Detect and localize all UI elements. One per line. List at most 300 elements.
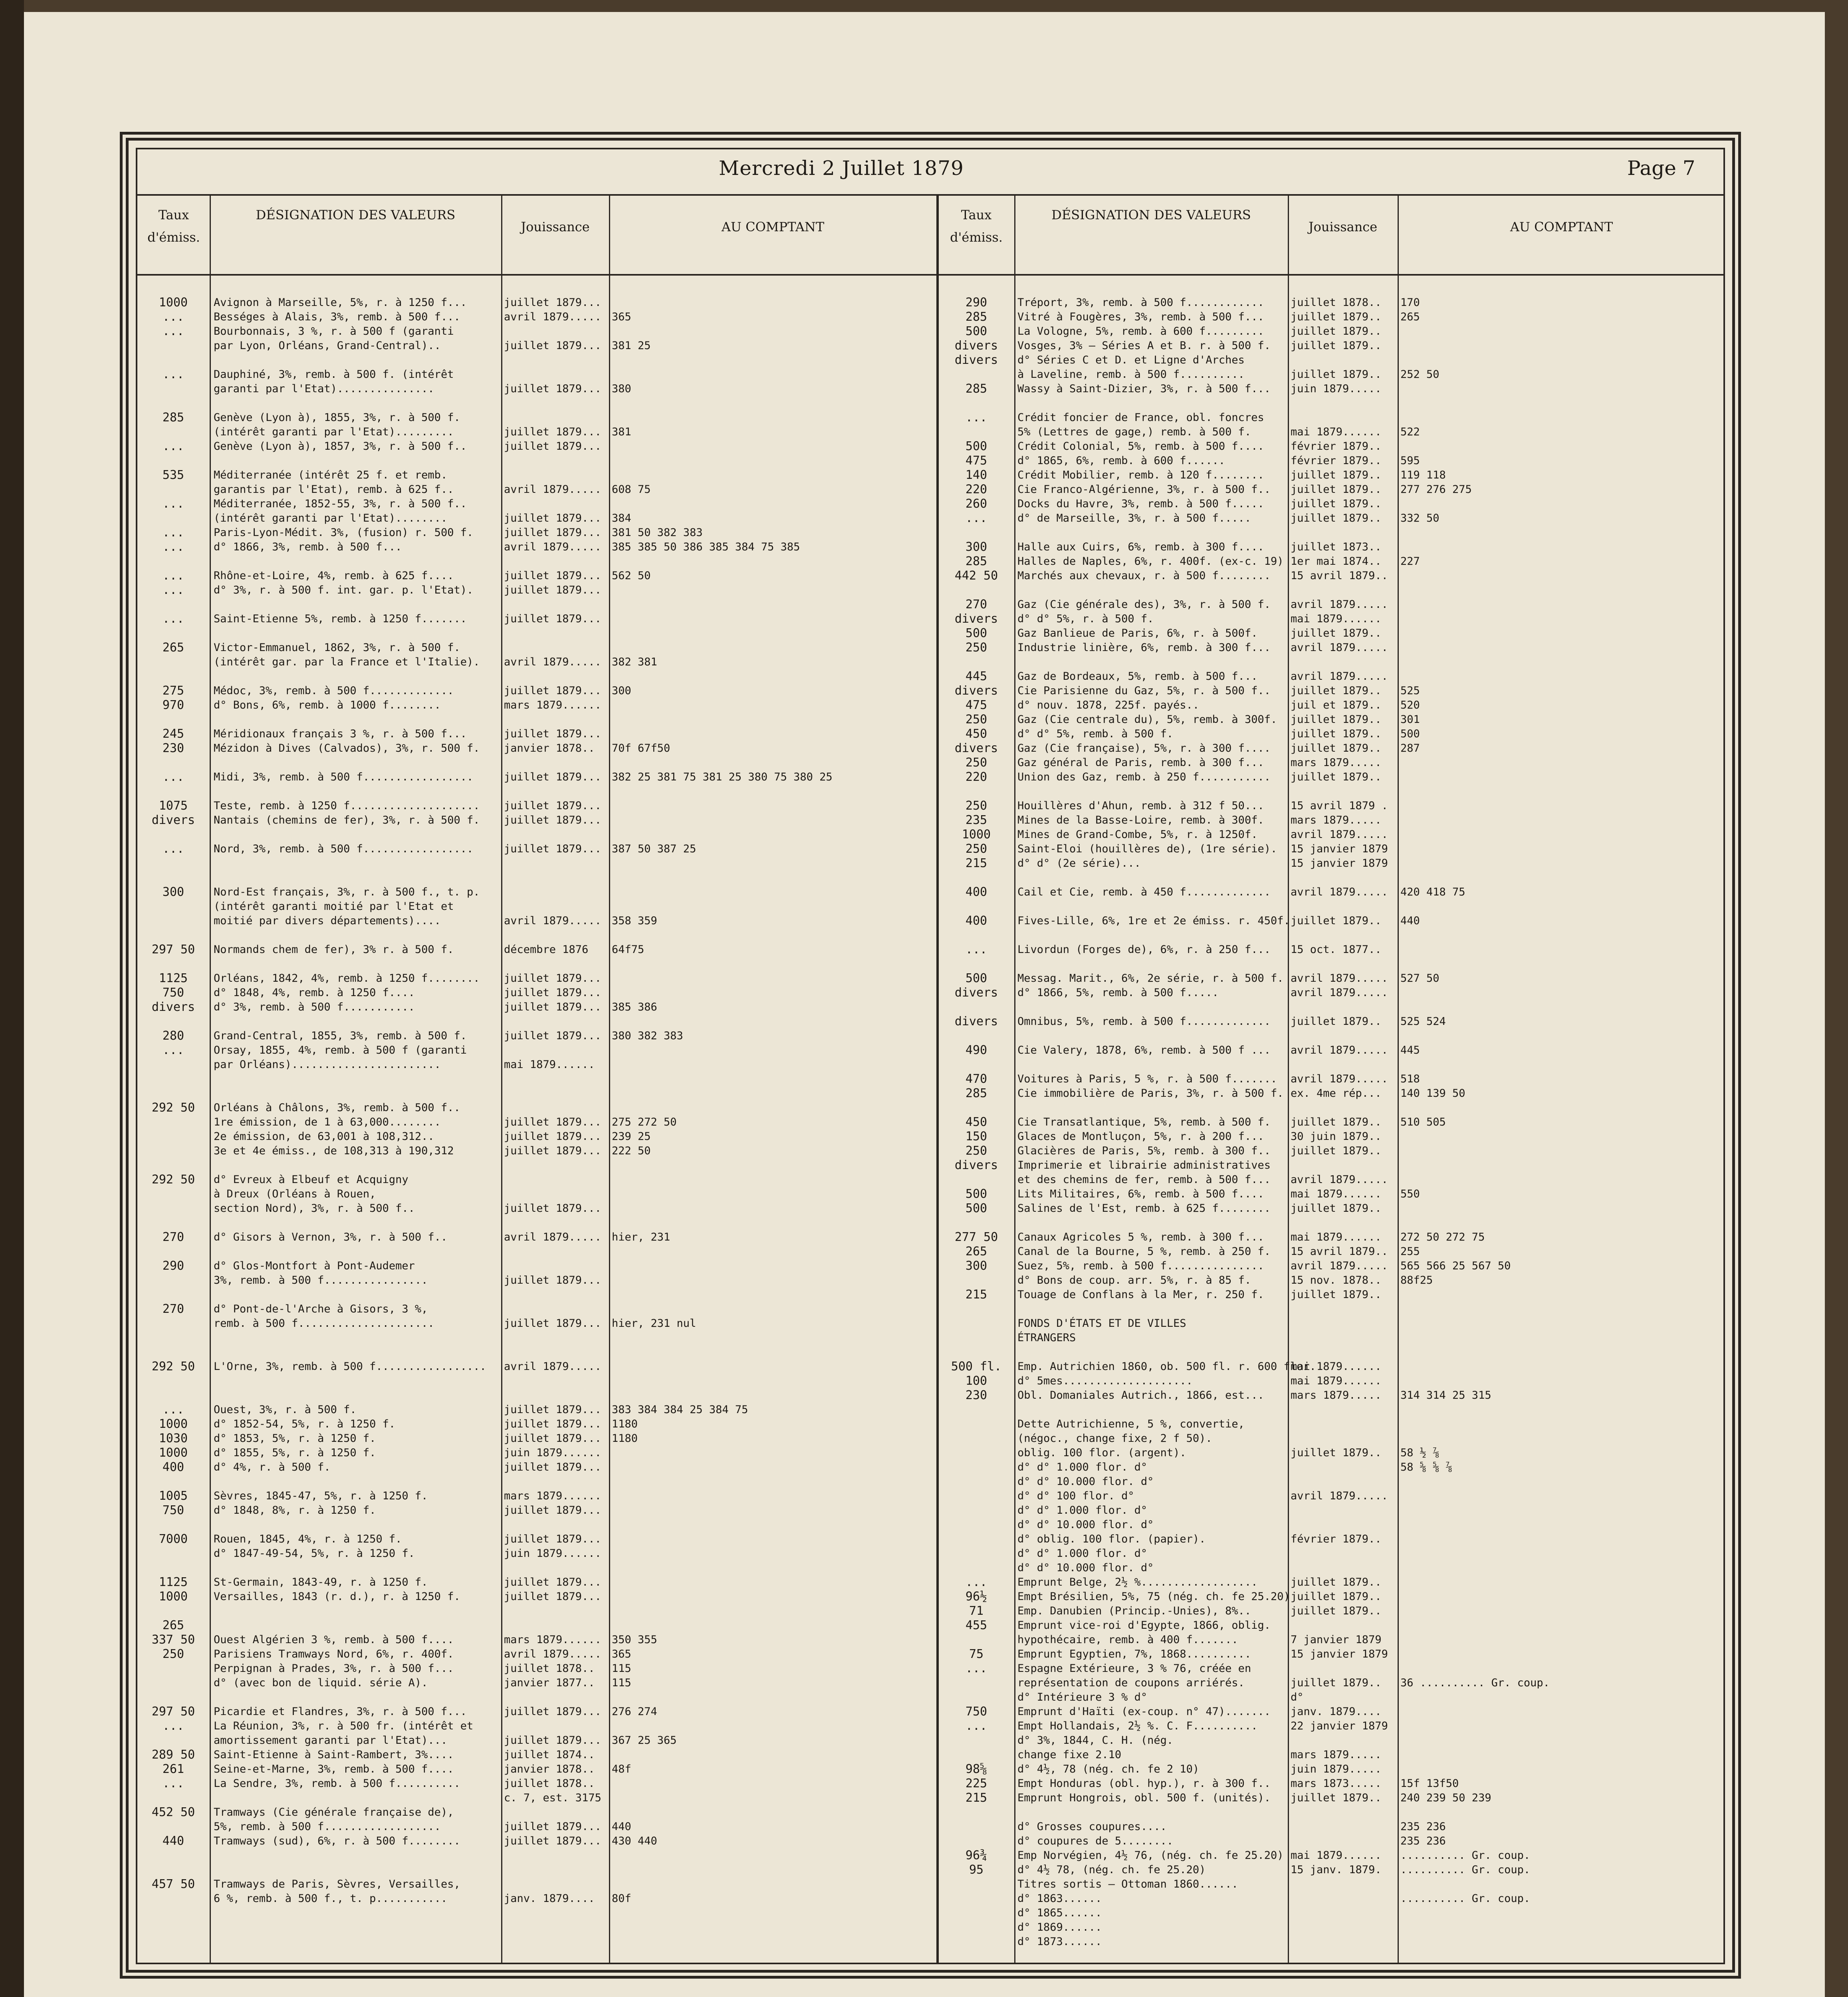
taux-cell: 457 50 <box>151 1877 195 1891</box>
taux-cell: divers <box>954 1014 998 1028</box>
jouissance-cell <box>1291 1820 1396 1834</box>
designation-cell: 3e et 4e émiss., de 108,313 à 190,312 <box>214 1145 454 1157</box>
designation-cell: moitié par divers départements).... <box>214 915 441 927</box>
designation-cell: d° 4½ 78, (nég. ch. fe 25.20) <box>1017 1864 1206 1876</box>
designation-cell: Docks du Havre, 3%, remb. à 500 f..... <box>1017 498 1264 510</box>
taux-cell: 297 50 <box>151 1705 195 1719</box>
jouissance-cell: juillet 1879.. <box>1291 1015 1382 1028</box>
taux-cell: 96½ <box>965 1590 987 1604</box>
designation-cell: Empt Hollandais, 2½ %. C. F.......... <box>1017 1720 1258 1732</box>
jouissance-cell <box>504 626 608 641</box>
header-jouissance: Jouissance <box>1308 219 1378 234</box>
designation-cell <box>1017 396 1286 411</box>
comptant-cell <box>612 1014 933 1029</box>
jouissance-cell: 15 janvier 1879 <box>1291 1648 1388 1660</box>
column-divider <box>609 196 610 1963</box>
designation-cell <box>214 669 499 684</box>
comptant-cell <box>612 698 933 713</box>
jouissance-cell <box>504 1475 608 1489</box>
designation-cell: d° 4½, 78 (nég. ch. fe 2 10) <box>1017 1763 1200 1775</box>
jouissance-cell: juillet 1879... <box>504 570 601 582</box>
comptant-cell <box>612 828 933 842</box>
jouissance-cell: mars 1879...... <box>504 1634 601 1646</box>
jouissance-cell: juillet 1879.. <box>1291 339 1382 352</box>
comptant-cell <box>1400 756 1722 770</box>
designation-cell <box>214 1331 499 1345</box>
designation-cell: d° nouv. 1878, 225f. payés.. <box>1017 699 1200 711</box>
designation-cell <box>1017 784 1286 799</box>
header-comptant: AU COMPTANT <box>1510 219 1613 234</box>
column-divider <box>210 196 211 1963</box>
taux-cell <box>138 1158 209 1173</box>
jouissance-cell: mai 1879...... <box>1291 426 1382 438</box>
designation-cell: Saint-Etienne 5%, remb. à 1250 f....... <box>214 613 467 625</box>
designation-cell <box>214 1345 499 1360</box>
jouissance-cell <box>1291 1892 1396 1906</box>
taux-cell: 750 <box>162 1503 184 1517</box>
taux-cell: 290 <box>965 296 987 310</box>
taux-cell: 270 <box>162 1302 184 1316</box>
comptant-cell <box>612 296 933 310</box>
jouissance-cell: mars 1879..... <box>1291 814 1382 826</box>
taux-cell <box>138 1374 209 1388</box>
designation-cell: Suez, 5%, remb. à 500 f............... <box>1017 1260 1264 1272</box>
taux-cell: ... <box>162 583 184 597</box>
right-taux-column <box>939 296 1013 1949</box>
jouissance-cell <box>1291 1101 1396 1115</box>
comptant-cell <box>1400 1101 1722 1115</box>
jouissance-cell: juillet 1879... <box>504 1835 601 1847</box>
designation-cell: Cie Parisienne du Gaz, 5%, r. à 500 f.. <box>1017 685 1271 697</box>
taux-cell: 95 <box>969 1863 984 1877</box>
taux-cell <box>939 1101 1013 1115</box>
taux-cell: 1000 <box>159 1417 188 1431</box>
taux-cell: 440 <box>162 1834 184 1848</box>
jouissance-cell: juillet 1879.. <box>1291 728 1382 740</box>
taux-cell: 1000 <box>962 828 991 842</box>
designation-cell: Gaz (Cie générale des), 3%, r. à 500 f. <box>1017 598 1271 611</box>
comptant-cell <box>1400 626 1722 641</box>
jouissance-cell: juillet 1878.. <box>504 1662 595 1675</box>
designation-cell <box>214 353 499 367</box>
designation-cell: d° 1848, 8%, r. à 1250 f. <box>214 1504 376 1517</box>
comptant-cell <box>612 353 933 367</box>
right-designation-column <box>1017 296 1316 1949</box>
designation-cell <box>214 1072 499 1086</box>
taux-cell <box>138 554 209 569</box>
column-divider <box>1014 196 1015 1963</box>
jouissance-cell: juillet 1879.. <box>1291 325 1382 337</box>
comptant-cell: 520 <box>1400 699 1420 711</box>
designation-cell: La Sendre, 3%, remb. à 500 f.......... <box>214 1777 460 1790</box>
comptant-cell: 500 <box>1400 728 1420 740</box>
designation-cell: d° 1847-49-54, 5%, r. à 1250 f. <box>214 1547 415 1560</box>
jouissance-cell: 15 oct. 1877.. <box>1291 943 1382 956</box>
taux-cell <box>138 1216 209 1230</box>
taux-cell <box>939 899 1013 914</box>
taux-cell: 292 50 <box>151 1101 195 1115</box>
jouissance-cell: ex. 4me rép... <box>1291 1087 1382 1100</box>
taux-cell <box>939 871 1013 885</box>
designation-cell: (négoc., change fixe, 2 f 50). <box>1017 1432 1212 1445</box>
jouissance-cell: c. 7, est. 3175 <box>504 1792 601 1804</box>
taux-cell: 265 <box>965 1245 987 1259</box>
comptant-cell: 608 75 <box>612 483 651 496</box>
designation-cell: (intérêt garanti par l'Etat)........ <box>214 512 448 524</box>
taux-cell: divers <box>151 1000 195 1014</box>
taux-cell: divers <box>954 741 998 755</box>
taux-cell: 250 <box>965 713 987 727</box>
comptant-cell <box>1400 526 1722 540</box>
taux-cell <box>939 526 1013 540</box>
jouissance-cell: avril 1879..... <box>1291 1073 1388 1085</box>
jouissance-cell: juillet 1874.. <box>504 1749 595 1761</box>
jouissance-cell <box>1291 1662 1396 1676</box>
designation-cell: Tréport, 3%, remb. à 500 f............ <box>1017 296 1264 309</box>
jouissance-cell: janv. 1879.... <box>1291 1705 1382 1718</box>
designation-cell: Crédit Colonial, 5%, remb. à 500 f.... <box>1017 440 1264 453</box>
designation-cell: St-Germain, 1843-49, r. à 1250 f. <box>214 1576 428 1588</box>
taux-cell: 275 <box>162 684 184 698</box>
taux-cell: ... <box>162 842 184 856</box>
comptant-cell: 518 <box>1400 1073 1420 1085</box>
jouissance-cell <box>504 1719 608 1733</box>
jouissance-cell <box>1291 1906 1396 1920</box>
comptant-cell <box>612 1503 933 1518</box>
designation-cell <box>1017 1345 1286 1360</box>
jouissance-cell: juillet 1879... <box>504 584 601 596</box>
jouissance-cell: juillet 1879... <box>504 1145 601 1157</box>
designation-cell: Bességes à Alais, 3%, remb. à 500 f... <box>214 311 460 323</box>
taux-cell <box>138 1604 209 1618</box>
taux-cell: divers <box>151 813 195 827</box>
header-designation: DÉSIGNATION DES VALEURS <box>256 207 456 222</box>
comptant-cell <box>1400 1906 1722 1920</box>
jouissance-cell <box>504 1618 608 1633</box>
taux-cell: 265 <box>162 1618 184 1632</box>
column-divider <box>1398 196 1399 1963</box>
designation-cell: Tramways (sud), 6%, r. à 500 f........ <box>214 1835 460 1847</box>
taux-cell <box>138 1130 209 1144</box>
jouissance-cell <box>504 669 608 684</box>
jouissance-cell: 15 avril 1879 . <box>1291 800 1388 812</box>
comptant-cell: 235 236 <box>1400 1820 1446 1833</box>
comptant-cell: 287 <box>1400 742 1420 754</box>
jouissance-cell <box>504 1604 608 1618</box>
designation-cell <box>214 1086 499 1101</box>
jouissance-cell <box>504 1331 608 1345</box>
comptant-cell: 140 139 50 <box>1400 1087 1465 1100</box>
taux-cell <box>138 928 209 943</box>
comptant-cell <box>1400 540 1722 554</box>
taux-cell: 215 <box>965 1791 987 1805</box>
taux-cell: 230 <box>162 741 184 755</box>
jouissance-cell: 22 janvier 1879 <box>1291 1720 1388 1732</box>
taux-cell <box>138 1892 209 1906</box>
taux-cell: ... <box>965 411 987 425</box>
jouissance-cell: 15 janv. 1879. <box>1291 1864 1382 1876</box>
taux-cell <box>138 1518 209 1532</box>
jouissance-cell: mai 1879...... <box>504 1058 595 1071</box>
designation-cell: Mines de la Basse-Loire, remb. à 300f. <box>1017 814 1264 826</box>
jouissance-cell: juillet 1879... <box>504 800 601 812</box>
comptant-cell <box>1400 583 1722 598</box>
taux-cell <box>939 1546 1013 1561</box>
taux-cell: 220 <box>965 770 987 784</box>
jouissance-cell: 1er mai 1874.. <box>1291 555 1382 568</box>
comptant-cell <box>612 1748 933 1762</box>
taux-cell: 500 fl. <box>951 1360 1002 1374</box>
comptant-cell: 1180 <box>612 1418 638 1430</box>
designation-cell: d° Evreux à Elbeuf et Acquigny <box>214 1173 408 1186</box>
designation-cell: section Nord), 3%, r. à 500 f.. <box>214 1202 415 1215</box>
jouissance-cell: février 1879.. <box>1291 440 1382 453</box>
taux-cell: 490 <box>965 1043 987 1057</box>
jouissance-cell <box>504 353 608 367</box>
designation-cell: Empt Honduras (obl. hyp.), r. à 300 f.. <box>1017 1777 1271 1790</box>
jouissance-cell: mai 1879...... <box>1291 1849 1382 1862</box>
taux-cell <box>939 1302 1013 1316</box>
taux-cell <box>138 1863 209 1877</box>
jouissance-cell <box>504 1014 608 1029</box>
comptant-cell: 1180 <box>612 1432 638 1445</box>
comptant-cell <box>1400 1489 1722 1503</box>
designation-cell: d° 1848, 4%, remb. à 1250 f.... <box>214 987 415 999</box>
designation-cell <box>1017 1058 1286 1072</box>
taux-cell <box>939 1877 1013 1892</box>
taux-cell <box>138 756 209 770</box>
taux-cell <box>138 454 209 468</box>
designation-cell: Dauphiné, 3%, remb. à 500 f. (intérêt <box>214 368 454 381</box>
comptant-cell <box>1400 1662 1722 1676</box>
comptant-cell: 525 524 <box>1400 1015 1446 1028</box>
designation-cell: Bourbonnais, 3 %, r. à 500 f (garanti <box>214 325 454 337</box>
jouissance-cell <box>1291 784 1396 799</box>
designation-cell <box>214 598 499 612</box>
comptant-cell <box>612 468 933 482</box>
designation-cell: Imprimerie et librairie administratives <box>1017 1159 1271 1171</box>
jouissance-cell: juillet 1879.. <box>1291 713 1382 726</box>
jouissance-cell <box>1291 1618 1396 1633</box>
taux-cell <box>939 1316 1013 1331</box>
taux-cell <box>138 1331 209 1345</box>
designation-cell <box>214 713 499 727</box>
jouissance-cell <box>504 928 608 943</box>
comptant-cell: 235 236 <box>1400 1835 1446 1847</box>
jouissance-cell <box>504 411 608 425</box>
comptant-cell <box>1400 813 1722 828</box>
designation-cell: Gaz Banlieue de Paris, 6%, r. à 500f. <box>1017 627 1258 639</box>
comptant-cell <box>1400 1173 1722 1187</box>
comptant-cell: 385 386 <box>612 1001 657 1013</box>
comptant-cell <box>612 1216 933 1230</box>
comptant-cell: 384 <box>612 512 631 524</box>
taux-cell: 450 <box>965 1115 987 1129</box>
comptant-cell <box>1400 411 1722 425</box>
jouissance-cell: juillet 1879.. <box>1291 1576 1382 1588</box>
designation-cell: Crédit foncier de France, obl. foncres <box>1017 411 1264 424</box>
taux-cell: ... <box>965 1662 987 1675</box>
comptant-cell <box>612 899 933 914</box>
jouissance-cell: juillet 1879... <box>504 685 601 697</box>
designation-cell: Nord, 3%, remb. à 500 f................. <box>214 843 474 855</box>
comptant-cell <box>1400 943 1722 957</box>
designation-cell: Médoc, 3%, remb. à 500 f............. <box>214 685 454 697</box>
taux-cell: ... <box>965 1719 987 1733</box>
designation-cell: Ouest Algérien 3 %, remb. à 500 f.... <box>214 1634 454 1646</box>
designation-cell: d° 1853, 5%, r. à 1250 f. <box>214 1432 376 1445</box>
taux-cell: 215 <box>965 856 987 870</box>
taux-cell <box>138 1690 209 1705</box>
comptant-cell <box>612 1072 933 1086</box>
designation-cell: Gaz (Cie française), 5%, r. à 300 f.... <box>1017 742 1271 754</box>
designation-cell: Emp Norvégien, 4½ 76, (nég. ch. fe 25.20) <box>1017 1849 1284 1862</box>
comptant-cell <box>612 986 933 1000</box>
designation-cell <box>214 396 499 411</box>
taux-cell: 277 50 <box>954 1230 998 1244</box>
comptant-cell: 440 <box>1400 915 1420 927</box>
taux-cell <box>138 784 209 799</box>
comptant-cell: 565 566 25 567 50 <box>1400 1260 1511 1272</box>
designation-cell: Obl. Domaniales Autrich., 1866, est... <box>1017 1389 1264 1401</box>
comptant-cell <box>1400 1503 1722 1518</box>
designation-cell <box>1017 957 1286 971</box>
comptant-cell: 380 <box>612 383 631 395</box>
taux-cell <box>138 1820 209 1834</box>
comptant-cell <box>1400 1647 1722 1662</box>
taux-cell: ... <box>162 569 184 583</box>
jouissance-cell <box>504 756 608 770</box>
jouissance-cell: juin 1879..... <box>1291 1763 1382 1775</box>
comptant-cell <box>1400 1762 1722 1777</box>
designation-cell: d° Intérieure 3 % d° <box>1017 1691 1148 1703</box>
designation-cell: d° 3%, r. à 500 f. int. gar. p. l'Etat). <box>214 584 474 596</box>
left-designation-column <box>214 296 499 1906</box>
taux-cell: ... <box>162 367 184 381</box>
taux-cell <box>939 1273 1013 1288</box>
designation-cell: L'Orne, 3%, remb. à 500 f................. <box>214 1360 486 1373</box>
jouissance-cell <box>504 1101 608 1115</box>
comptant-cell <box>1400 1532 1722 1546</box>
designation-cell <box>214 1863 499 1877</box>
designation-cell: Titres sortis — Ottoman 1860...... <box>1017 1878 1238 1890</box>
designation-cell: Orléans à Châlons, 3%, remb. à 500 f.. <box>214 1102 460 1114</box>
designation-cell: d° 5mes.................... <box>1017 1375 1193 1387</box>
taux-cell <box>138 1345 209 1360</box>
designation-cell: d° d° 5%, r. à 500 f. <box>1017 613 1154 625</box>
jouissance-cell: juin 1879..... <box>1291 383 1382 395</box>
taux-cell <box>138 1662 209 1676</box>
taux-cell: 285 <box>965 1086 987 1100</box>
designation-cell: 2e émission, de 63,001 à 108,312.. <box>214 1130 434 1143</box>
jouissance-cell: juillet 1879.. <box>1291 685 1382 697</box>
designation-cell: à Dreux (Orléans à Rouen, <box>214 1188 376 1200</box>
designation-cell <box>214 756 499 770</box>
taux-cell: 450 <box>965 727 987 741</box>
designation-cell <box>214 1288 499 1302</box>
jouissance-cell: juillet 1879... <box>504 613 601 625</box>
designation-cell: Lits Militaires, 6%, remb. à 500 f.... <box>1017 1188 1264 1200</box>
comptant-cell <box>612 669 933 684</box>
comptant-cell <box>1400 1431 1722 1446</box>
designation-cell: Emprunt Belge, 2½ %.................. <box>1017 1576 1258 1588</box>
taux-cell: 215 <box>965 1288 987 1302</box>
designation-cell: Tramways de Paris, Sèvres, Versailles, <box>214 1878 460 1890</box>
jouissance-cell <box>1291 899 1396 914</box>
taux-cell <box>138 353 209 367</box>
designation-cell: Emprunt d'Haïti (ex-coup. n° 47)....... <box>1017 1705 1271 1718</box>
designation-cell: d° d° 10.000 flor. d° <box>1017 1562 1154 1574</box>
taux-cell <box>939 1503 1013 1518</box>
designation-cell: Salines de l'Est, remb. à 625 f........ <box>1017 1202 1271 1215</box>
taux-cell: 1075 <box>159 799 188 813</box>
comptant-cell <box>1400 957 1722 971</box>
jouissance-cell: février 1879.. <box>1291 1533 1382 1545</box>
jouissance-cell <box>504 1805 608 1820</box>
taux-cell: ... <box>965 511 987 525</box>
taux-cell <box>138 626 209 641</box>
designation-cell <box>214 1848 499 1863</box>
comptant-cell: 382 25 381 75 381 25 380 75 380 25 <box>612 771 833 783</box>
comptant-cell: 510 505 <box>1400 1116 1446 1128</box>
taux-cell <box>138 1791 209 1805</box>
designation-cell: garanti par l'Etat)............... <box>214 383 434 395</box>
designation-cell <box>214 1475 499 1489</box>
jouissance-cell: juillet 1879... <box>504 1274 601 1286</box>
designation-cell: Sèvres, 1845-47, 5%, r. à 1250 f. <box>214 1490 428 1502</box>
taux-cell: ... <box>162 497 184 511</box>
jouissance-cell <box>1291 1000 1396 1014</box>
comptant-cell <box>612 1058 933 1072</box>
comptant-cell: 595 <box>1400 455 1420 467</box>
taux-cell: 285 <box>162 411 184 425</box>
designation-cell: Canaux Agricoles 5 %, remb. à 300 f... <box>1017 1231 1264 1243</box>
comptant-cell <box>1400 1331 1722 1345</box>
comptant-cell: 265 <box>1400 311 1420 323</box>
jouissance-cell: avril 1879..... <box>504 541 601 553</box>
jouissance-cell: juillet 1879.. <box>1291 771 1382 783</box>
designation-cell <box>1017 1216 1286 1230</box>
taux-cell <box>138 1316 209 1331</box>
comptant-cell <box>612 799 933 813</box>
jouissance-cell: juillet 1879.. <box>1291 627 1382 639</box>
jouissance-cell <box>504 367 608 382</box>
taux-cell: 265 <box>162 641 184 655</box>
taux-cell: 1000 <box>159 296 188 310</box>
designation-cell: d° de Marseille, 3%, r. à 500 f..... <box>1017 512 1251 524</box>
jouissance-cell <box>504 713 608 727</box>
designation-cell: d° 1866, 3%, remb. à 500 f... <box>214 541 402 553</box>
jouissance-cell: juillet 1879... <box>504 1533 601 1545</box>
jouissance-cell: juillet 1879... <box>504 987 601 999</box>
jouissance-cell <box>1291 928 1396 943</box>
designation-cell: Genève (Lyon à), 1855, 3%, r. à 500 f. <box>214 411 460 424</box>
taux-cell <box>939 425 1013 439</box>
comptant-cell <box>1400 1201 1722 1216</box>
header-comptant: AU COMPTANT <box>721 219 825 234</box>
designation-cell: Touage de Conflans à la Mer, r. 250 f. <box>1017 1288 1264 1301</box>
comptant-cell <box>612 1101 933 1115</box>
taux-cell <box>138 957 209 971</box>
taux-cell: 140 <box>965 468 987 482</box>
comptant-cell: 381 25 <box>612 339 651 352</box>
jouissance-cell <box>1291 1345 1396 1360</box>
taux-cell: 442 50 <box>954 569 998 583</box>
designation-cell: d° 3%, 1844, C. H. (nég. <box>1017 1734 1174 1747</box>
jouissance-cell <box>1291 353 1396 367</box>
taux-cell <box>939 957 1013 971</box>
jouissance-cell: janv. 1879.... <box>504 1892 595 1905</box>
